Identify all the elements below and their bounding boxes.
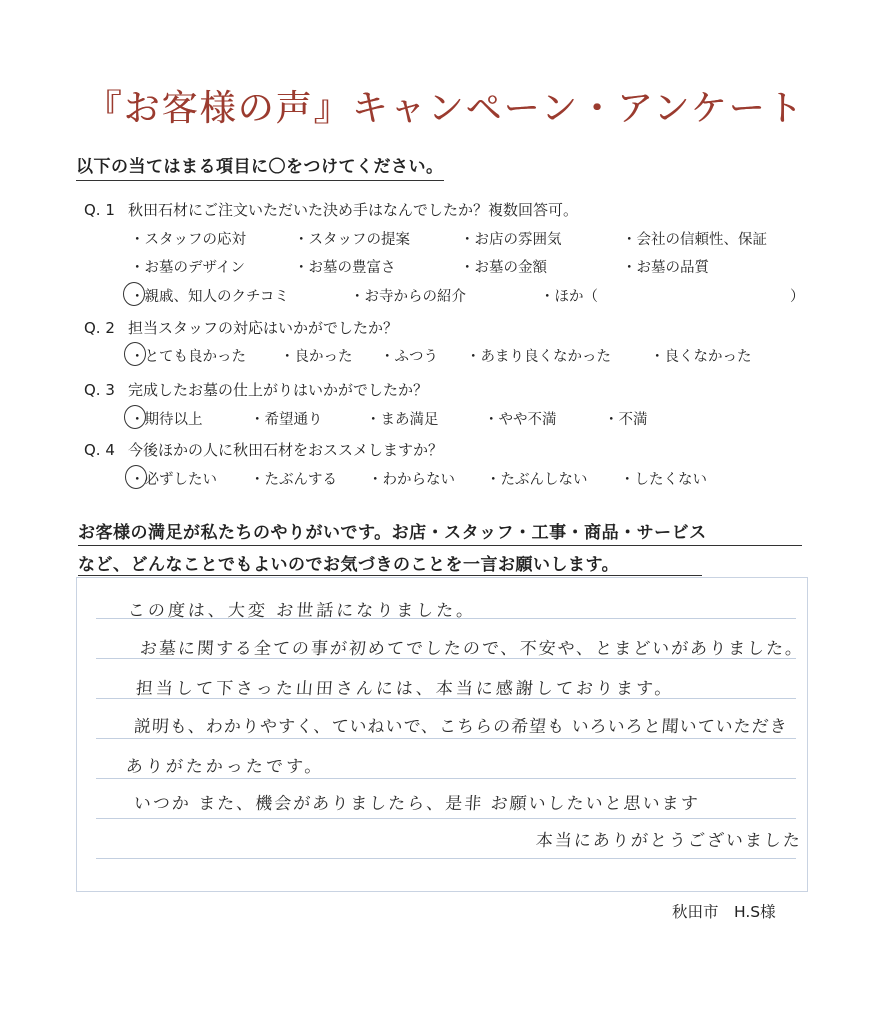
q4-option-would-not[interactable]: ・したくない	[620, 472, 707, 488]
comment-prompt-line-1: お客様の満足が私たちのやりがいです。お店・スタッフ・工事・商品・サービス	[78, 523, 707, 543]
ruled-line	[96, 738, 796, 739]
question-2-text: 担当スタッフの対応はいかがでしたか？	[128, 319, 399, 337]
question-4-text: 今後ほかの人に秋田石材をおススメしますか？	[128, 441, 444, 459]
q1-option-staff-proposal[interactable]: ・スタッフの提案	[294, 232, 410, 248]
handwritten-line-7: 本当にありがとうございました	[535, 831, 803, 851]
customer-signature: 秋田市 H.S様	[672, 903, 776, 921]
question-1-text: 秋田石材にご注文いただいた決め手はなんでしたか？複数回答可。	[128, 201, 579, 219]
question-3-text: 完成したお墓の仕上がりはいかがでしたか？	[128, 381, 429, 399]
question-4	[84, 439, 443, 460]
handwritten-line-6: いつか また、機会がありましたら、是非 お願いしたいと思います	[133, 794, 701, 814]
handwritten-line-5: ありがたかったです。	[125, 757, 326, 777]
ruled-line	[96, 778, 796, 779]
q3-option-fairly-satisfied[interactable]: ・まあ満足	[366, 412, 439, 428]
handwritten-line-1: この度は、大変 お世話になりました。	[127, 601, 477, 621]
q3-option-beyond-expectation[interactable]: ・期待以上	[130, 412, 203, 428]
q4-option-not-sure[interactable]: ・わからない	[368, 472, 455, 488]
comment-prompt-underline-2	[78, 575, 702, 576]
q1-option-grave-price[interactable]: ・お墓の金額	[460, 260, 547, 276]
q3-option-somewhat-dissatisfied[interactable]: ・やや不満	[484, 412, 557, 428]
question-2	[84, 317, 398, 338]
question-2-number: Q. 2	[84, 319, 115, 337]
q1-option-temple-referral[interactable]: ・お寺からの紹介	[350, 289, 466, 305]
handwritten-line-4: 説明も、わかりやすく、ていねいで、こちらの希望も いろいろと聞いていただき	[133, 717, 789, 737]
q1-option-grave-variety[interactable]: ・お墓の豊富さ	[294, 260, 396, 276]
q1-option-other-close: ）	[790, 289, 805, 305]
q1-option-company-trust[interactable]: ・会社の信頼性、保証	[622, 232, 767, 248]
handwritten-line-2: お墓に関する全ての事が初めてでしたので、不安や、とまどいがありました。	[139, 639, 805, 659]
q2-option-not-good[interactable]: ・良くなかった	[650, 349, 752, 365]
selection-circle-q1	[123, 282, 145, 306]
q3-option-dissatisfied[interactable]: ・不満	[604, 412, 648, 428]
question-3-number: Q. 3	[84, 381, 115, 399]
selection-circle-q3	[124, 405, 146, 429]
question-1	[84, 199, 578, 220]
question-3	[84, 379, 428, 400]
comment-prompt-underline-1	[78, 545, 802, 546]
question-4-number: Q. 4	[84, 441, 115, 459]
selection-circle-q4	[125, 465, 147, 489]
q1-option-store-atmosphere[interactable]: ・お店の雰囲気	[460, 232, 562, 248]
q2-option-good[interactable]: ・良かった	[280, 349, 353, 365]
q4-option-probably[interactable]: ・たぶんする	[250, 472, 337, 488]
q2-option-average[interactable]: ・ふつう	[380, 349, 438, 365]
q2-option-not-so-good[interactable]: ・あまり良くなかった	[466, 349, 611, 365]
handwritten-line-3: 担当して下さった山田さんには、本当に感謝しております。	[135, 679, 676, 699]
selection-circle-q2	[124, 342, 146, 366]
q1-option-word-of-mouth[interactable]: ・親戚、知人のクチコミ	[130, 289, 289, 305]
q3-option-as-hoped[interactable]: ・希望通り	[250, 412, 323, 428]
q1-option-staff-response[interactable]: ・スタッフの応対	[130, 232, 246, 248]
q1-option-other[interactable]: ・ほか（	[540, 289, 598, 305]
q2-option-very-good[interactable]: ・とても良かった	[130, 349, 246, 365]
q1-option-grave-design[interactable]: ・お墓のデザイン	[130, 260, 245, 276]
survey-title: 『お客様の声』キャンペーン・アンケート	[85, 88, 805, 129]
instruction-text: 以下の当てはまる項目に〇をつけてください。	[76, 152, 444, 181]
q4-option-probably-not[interactable]: ・たぶんしない	[486, 472, 588, 488]
comment-prompt-line-2: など、どんなことでもよいのでお気づきのことを一言お願いします。	[78, 555, 620, 575]
ruled-line	[96, 858, 796, 859]
question-1-number: Q. 1	[84, 201, 115, 219]
ruled-line	[96, 818, 796, 819]
q4-option-definitely[interactable]: ・必ずしたい	[130, 472, 217, 488]
q1-option-grave-quality[interactable]: ・お墓の品質	[622, 260, 709, 276]
